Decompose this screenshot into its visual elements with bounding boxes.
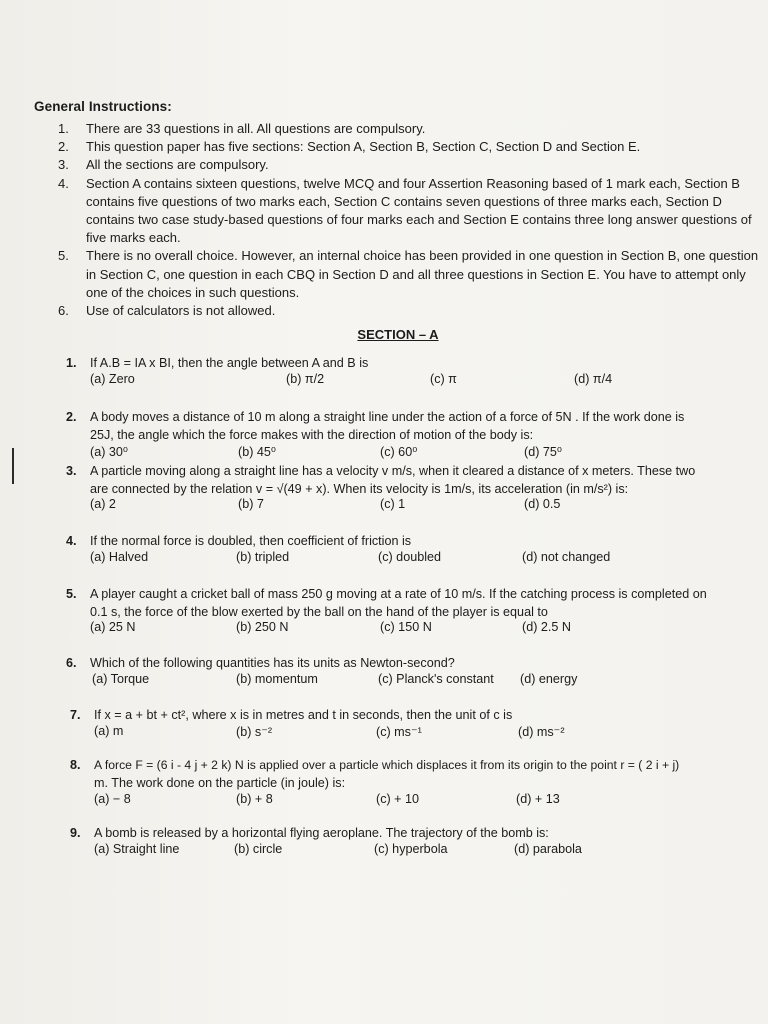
option: (a) − 8	[94, 792, 131, 806]
option: (c) Planck's constant	[378, 672, 494, 686]
question	[66, 462, 766, 500]
question-text: A body moves a distance of 10 m along a straight line under the action of a force of 5N . If the work done is	[90, 410, 685, 424]
option: (c) + 10	[376, 792, 420, 806]
option: (d) 0.5	[524, 497, 561, 511]
option: (a) Straight line	[94, 842, 180, 856]
instructions-list	[58, 120, 766, 320]
margin-pen-mark	[12, 448, 14, 484]
section-heading-text: SECTION – A	[357, 327, 439, 342]
question-text: If A.B = IA x BI, then the angle between A and B is	[90, 356, 369, 370]
option: (c) π	[430, 372, 457, 386]
option: (d) π/4	[574, 372, 613, 386]
option: (c) ms⁻¹	[376, 725, 422, 739]
options-row	[90, 444, 750, 462]
options-row	[90, 550, 750, 568]
question	[66, 532, 756, 552]
options-row	[94, 724, 754, 742]
question-text: A particle moving along a straight line has a velocity v m/s, when it cleared a distance of x meters. These two	[90, 464, 696, 478]
option: (b) π/2	[286, 372, 325, 386]
question	[70, 824, 760, 844]
question-text-line2: are connected by the relation v = √(49 + x). When its velocity is 1m/s, its acceleration (in m/s²) is:	[90, 482, 629, 496]
question-number: 7.	[70, 708, 81, 722]
options-row	[92, 672, 752, 690]
question-text-line2: m. The work done on the particle (in joule) is:	[94, 776, 346, 790]
option: (a) 2	[90, 497, 116, 511]
instruction-item	[58, 156, 766, 174]
instruction-text: There is no overall choice. However, an internal choice has been provided in one question in Section B, one question in Section C, one question in each CBQ in Section D and all three questions in Section E. You have to attempt only one of the choices in such questions.	[86, 248, 759, 300]
instruction-item	[58, 120, 766, 138]
question-text: A player caught a cricket ball of mass 250 g moving at a rate of 10 m/s. If the catching process is completed on	[90, 587, 707, 601]
question-number: 8.	[70, 758, 81, 772]
instruction-item	[58, 302, 766, 320]
instruction-text: There are 33 questions in all. All questions are compulsory.	[86, 121, 426, 136]
options-row	[94, 792, 754, 810]
option: (a) Torque	[92, 672, 150, 686]
option: (b) + 8	[236, 792, 273, 806]
question	[66, 408, 766, 446]
option: (c) 1	[380, 497, 406, 511]
option: (c) hyperbola	[374, 842, 448, 856]
question-text: A bomb is released by a horizontal flying aeroplane. The trajectory of the bomb is:	[94, 826, 549, 840]
question-number: 2.	[66, 410, 77, 424]
question	[70, 706, 760, 726]
option: (b) 45⁰	[238, 445, 276, 459]
instruction-text: All the sections are compulsory.	[86, 157, 269, 173]
question-number: 3.	[66, 464, 77, 478]
instruction-number: 1.	[58, 121, 69, 136]
option: (d) parabola	[514, 842, 582, 856]
question	[70, 756, 766, 794]
option: (d) + 13	[516, 792, 560, 806]
instruction-text: Use of calculators is not allowed.	[86, 303, 276, 319]
question	[66, 354, 756, 374]
option: (c) 60⁰	[380, 445, 418, 459]
option: (d) energy	[520, 672, 578, 686]
question-text: If the normal force is doubled, then coefficient of friction is	[90, 534, 412, 548]
option: (a) Halved	[90, 550, 149, 564]
question-text: If x = a + bt + ct², where x is in metres and t in seconds, then the unit of c is	[94, 708, 513, 722]
option: (a) 30⁰	[90, 445, 128, 459]
instruction-number: 5.	[58, 248, 69, 264]
question-number: 9.	[70, 826, 81, 840]
options-row	[94, 842, 754, 860]
option: (c) doubled	[378, 550, 442, 564]
question-number: 1.	[66, 356, 77, 370]
option: (d) not changed	[522, 550, 611, 564]
options-row	[90, 497, 750, 515]
options-row	[90, 372, 750, 390]
question-text: A force F = (6 i - 4 j + 2 k) N is applied over a particle which displaces it from its origin to the point r = ( 2 i + j)	[94, 758, 680, 772]
question-number: 5.	[66, 587, 77, 601]
option: (b) circle	[234, 842, 283, 856]
question-text-line2: 0.1 s, the force of the blow exerted by the ball on the hand of the player is equal to	[90, 605, 548, 619]
option: (a) 25 N	[90, 620, 136, 634]
instruction-number: 2.	[58, 139, 69, 155]
instruction-item	[58, 138, 766, 156]
option: (b) tripled	[236, 550, 290, 564]
option: (b) momentum	[236, 672, 318, 686]
option: (d) 2.5 N	[522, 620, 571, 634]
instruction-number: 3.	[58, 157, 69, 173]
instruction-item	[58, 175, 766, 248]
option: (c) 150 N	[380, 620, 432, 634]
option: (a) Zero	[90, 372, 135, 386]
question	[66, 585, 766, 623]
option: (d) ms⁻²	[518, 725, 565, 739]
instruction-number: 4.	[58, 175, 69, 191]
option: (b) s⁻²	[236, 725, 273, 739]
option: (b) 250 N	[236, 620, 289, 634]
instruction-text: This question paper has five sections: Section A, Section B, Section C, Section D and Section E.	[86, 139, 641, 155]
question	[66, 654, 756, 674]
question-number: 6.	[66, 656, 77, 670]
option: (b) 7	[238, 497, 264, 511]
instruction-item	[58, 247, 766, 302]
general-instructions-title: General Instructions:	[34, 99, 172, 114]
question-text-line2: 25J, the angle which the force makes with the direction of motion of the body is:	[90, 428, 534, 442]
option: (a) m	[94, 724, 124, 738]
section-heading	[0, 327, 768, 342]
instruction-text: Section A contains sixteen questions, twelve MCQ and four Assertion Reasoning based of 1 mark each, Section B contains five questions of two marks each, Section C contains seven questions of three marks each, Section D contains two case study-based questions of four marks each and Section E contains three long answer questions of five marks each.	[86, 175, 752, 246]
option: (d) 75⁰	[524, 445, 562, 459]
options-row	[90, 620, 750, 638]
question-number: 4.	[66, 534, 77, 548]
instruction-number: 6.	[58, 303, 69, 319]
question-text: Which of the following quantities has its units as Newton-second?	[90, 656, 455, 670]
